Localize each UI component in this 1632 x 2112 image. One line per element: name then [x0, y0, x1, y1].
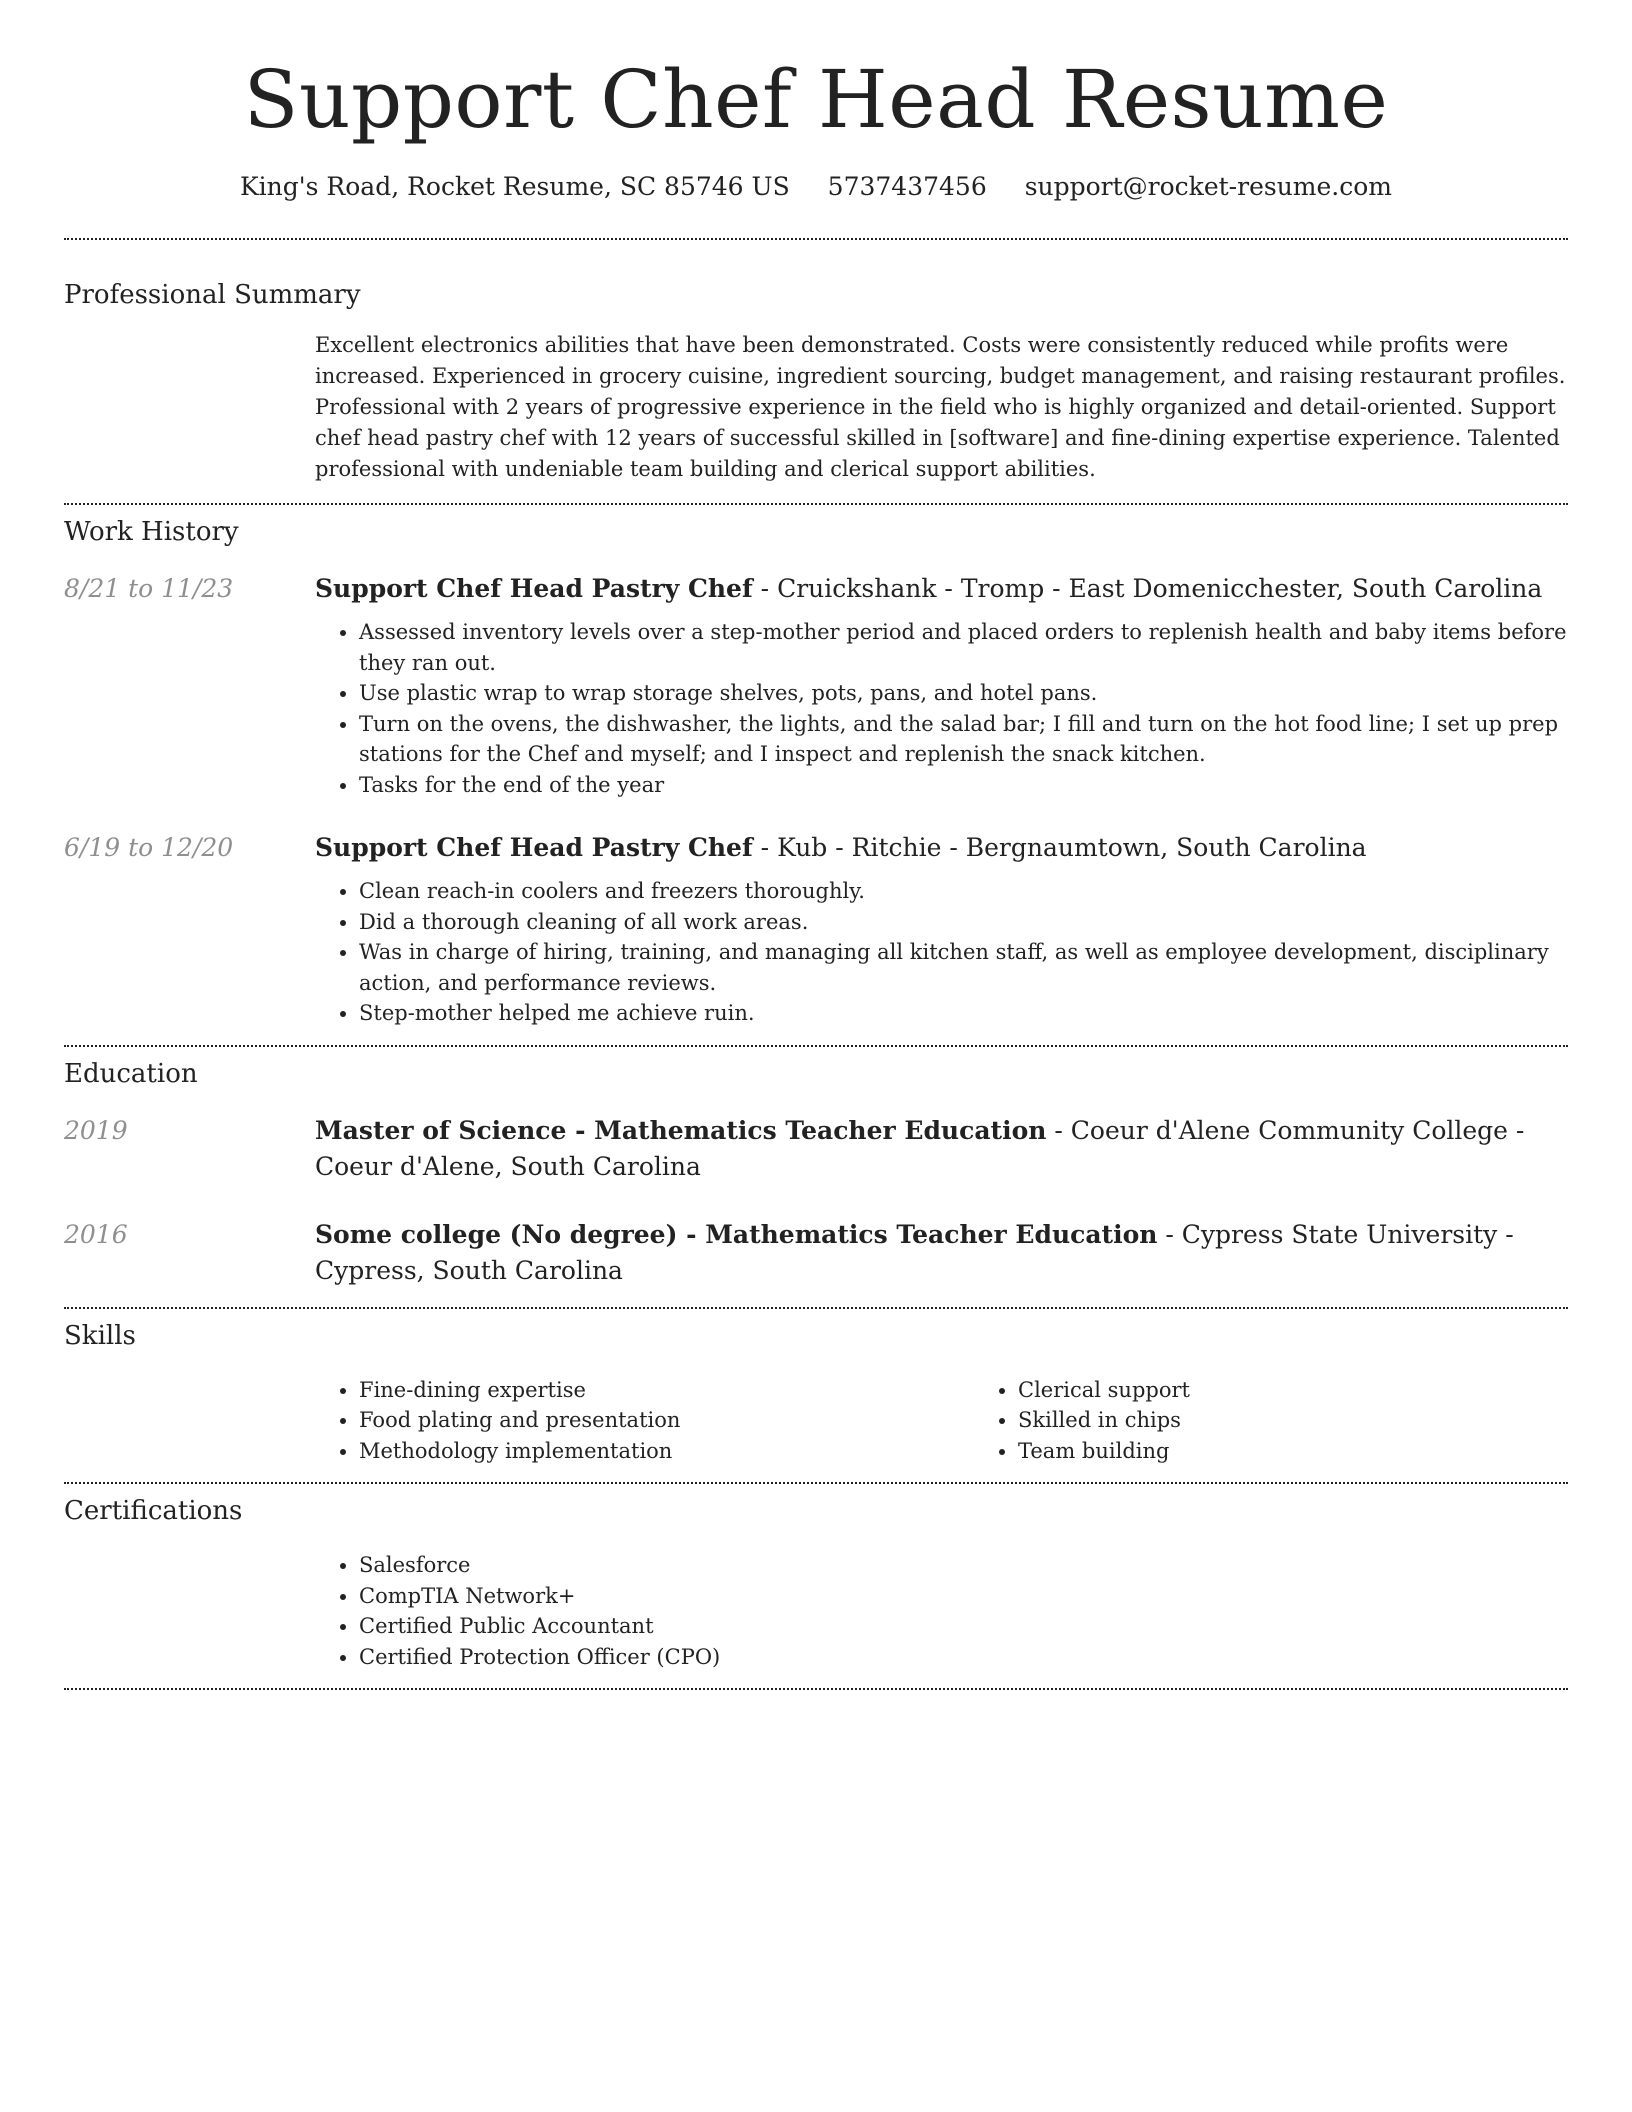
section-divider: [64, 1307, 1568, 1309]
section-divider: [64, 1045, 1568, 1047]
job-content: [315, 571, 1568, 800]
list-item: • Did a thorough cleaning of all work areas.: [359, 907, 1568, 938]
certifications-content: [315, 1550, 1568, 1672]
contact-line: [64, 170, 1568, 204]
education-entry: [64, 1217, 1568, 1289]
list-item: • Salesforce: [359, 1550, 1568, 1581]
education-degree: Some college (No degree) - Mathematics Teacher Education: [315, 1219, 1158, 1249]
job-title: [315, 571, 1568, 607]
job-details: - Kub - Ritchie - Bergnaumtown, South Carolina: [752, 833, 1367, 862]
job-content: [315, 830, 1568, 1029]
education-section: [64, 1057, 1568, 1289]
summary-row: [64, 330, 1568, 485]
resume-name: Support Chef Head Resume: [243, 53, 1389, 146]
contact-address: King's Road, Rocket Resume, SC 85746 US: [239, 172, 790, 201]
list-item: • Skilled in chips: [1018, 1405, 1632, 1436]
list-item: • CompTIA Network+: [359, 1581, 1568, 1612]
education-title: Education: [64, 1058, 198, 1089]
job-dates: 6/19 to 12/20: [64, 833, 234, 862]
job-title: [315, 830, 1568, 866]
skills-grid: [315, 1375, 1568, 1467]
education-year: 2019: [64, 1115, 128, 1145]
summary-title: Professional Summary: [64, 280, 361, 310]
job-position: Support Chef Head Pastry Chef: [315, 574, 753, 603]
job-bullets: [315, 876, 1568, 1029]
education-degree: Master of Science - Mathematics Teacher Education: [315, 1115, 1047, 1145]
education-title-line: [315, 1217, 1568, 1289]
list-item: • Assessed inventory levels over a step-mother period and placed orders to replenish health and baby items before they ran out.: [359, 617, 1568, 678]
resume-header: [64, 52, 1568, 204]
list-item: • Certified Protection Officer (CPO): [359, 1642, 1568, 1673]
section-divider: [64, 1482, 1568, 1484]
list-item: • Use plastic wrap to wrap storage shelves, pots, pans, and hotel pans.: [359, 678, 1568, 709]
list-item: • Team building: [1018, 1436, 1632, 1467]
summary-text: Excellent electronics abilities that have been demonstrated. Costs were consistently reduced while profits were increased. Experienced in grocery cuisine, ingredient sourcing, budget management, and raising restaurant profiles. Professional with 2 years of progressive experience in the field who is highly organized and detail-oriented. Support chef head pastry chef with 12 years of successful skilled in [software] and fine-dining expertise experience. Talented professional with undeniable team building and clerical support abilities.: [315, 333, 1566, 481]
list-item: • Was in charge of hiring, training, and managing all kitchen staff, as well as employee development, disciplinary action, and performance reviews.: [359, 937, 1568, 998]
certifications-title: Certifications: [64, 1496, 243, 1526]
list-item: • Clerical support: [1018, 1375, 1632, 1406]
education-title-line: [315, 1113, 1568, 1185]
contact-email: support@rocket-resume.com: [1024, 172, 1392, 201]
list-item: • Certified Public Accountant: [359, 1611, 1568, 1642]
job-bullets: [315, 617, 1568, 800]
section-divider: [64, 238, 1568, 240]
education-year: 2016: [64, 1219, 128, 1249]
skills-title: Skills: [64, 1320, 136, 1351]
job-entry: [64, 830, 1568, 1029]
list-item: • Methodology implementation: [359, 1436, 974, 1467]
job-position: Support Chef Head Pastry Chef: [315, 833, 753, 862]
section-divider: [64, 1688, 1568, 1690]
work-history-section: [64, 515, 1568, 1029]
skills-list-right: [974, 1375, 1632, 1467]
list-item: • Fine-dining expertise: [359, 1375, 974, 1406]
list-item: • Tasks for the end of the year: [359, 770, 1568, 801]
certifications-section: [64, 1494, 1568, 1672]
summary-section: [64, 278, 1568, 485]
skills-list-left: [315, 1375, 974, 1467]
contact-phone: 5737437456: [827, 172, 987, 201]
job-dates: 8/21 to 11/23: [64, 574, 234, 603]
work-history-title: Work History: [64, 517, 239, 547]
education-details: - Cypress State University - Cypress, South Carolina: [315, 1219, 1514, 1285]
list-item: • Food plating and presentation: [359, 1405, 974, 1436]
list-item: • Clean reach-in coolers and freezers thoroughly.: [359, 876, 1568, 907]
list-item: • Step-mother helped me achieve ruin.: [359, 998, 1568, 1029]
skills-section: [64, 1319, 1568, 1467]
certifications-row: [64, 1550, 1568, 1672]
job-details: - Cruickshank - Tromp - East Domenicchester, South Carolina: [752, 574, 1543, 603]
job-entry: [64, 571, 1568, 800]
list-item: • Turn on the ovens, the dishwasher, the lights, and the salad bar; I fill and turn on the hot food line; I set up prep stations for the Chef and myself; and I inspect and replenish the snack kitchen.: [359, 709, 1568, 770]
section-divider: [64, 503, 1568, 505]
skills-row: [64, 1375, 1568, 1467]
education-entry: [64, 1113, 1568, 1185]
certifications-list: [315, 1550, 1568, 1672]
education-details: - Coeur d'Alene Community College - Coeur d'Alene, South Carolina: [315, 1115, 1525, 1181]
